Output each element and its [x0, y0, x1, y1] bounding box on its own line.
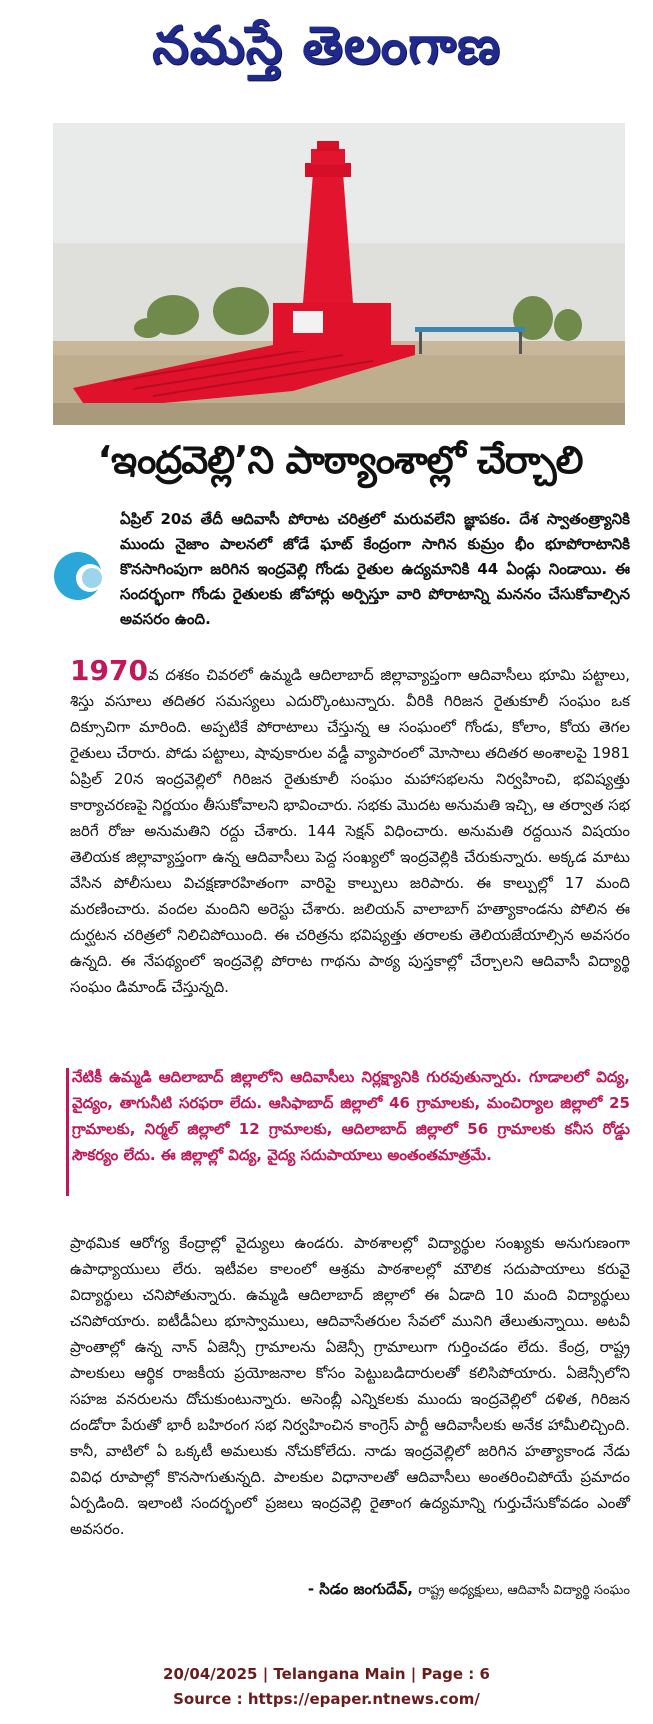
article-callout: నేటికీ ఉమ్మడి ఆదిలాబాద్ జిల్లాలోని ఆదివాసీలు నిర్లక్ష్యానికి గురవుతున్నారు. గూడాలలో విద్య, వైద్యం, తాగునీటి సరఫరా లేదు. ఆసిఫాబాద్ జిల్లాలో 46 గ్రామాలకు, మంచిర్యాల జిల్లాలో 25 గ్రామాలకు, నిర్మల్ జిల్లాలో 12 గ్రామాలకు, ఆదిలాబాద్ జిల్లాలో 56 గ్రామాలకు కనీస రోడ్డు సౌకర్యం లేదు. ఈ జిల్లాల్లో విద్య, వైద్య సదుపాయాలు అంతంతమాత్రమే.	[72, 1068, 630, 1164]
dropcap-year: 1970	[70, 654, 148, 687]
body-paragraph-2: ప్రాథమిక ఆరోగ్య కేంద్రాల్లో వైద్యులు ఉండరు. పాఠశాలల్లో విద్యార్థుల సంఖ్యకు అనుగుణంగా ఉపాధ్యాయులు లేరు. ఇటీవల కాలంలో ఆశ్రమ పాఠశాలల్లో మౌలిక సదుపాయాలు కరువై విద్యార్థులు చనిపోతున్నారు. ఉమ్మడి ఆదిలాబాద్ జిల్లాలో ఈ ఏడాది 10 మంది విద్యార్థులు చనిపోయారు. ఐటీడీఏలు భూస్వాములు, ఆదివాసేతరుల సేవలో మునిగి తేలుతున్నాయి. అటవీ ప్రాంతాల్లో ఉన్న నాన్ ఏజెన్సీ గ్రామాలను ఏజెన్సీ గ్రామాలుగా గుర్తించడం లేదు. కేంద్ర, రాష్ట్ర పాలకులు ఆర్థిక రాజకీయ ప్రయోజనాల కోసం పెట్టుబడిదారులతో కలిసిపోయారు. ఏజెన్సీలోని సహజ వనరులను దోచుకుంటున్నారు. అసెంబ్లీ ఎన్నికలకు ముందు ఇంద్రవెల్లిలో దళిత, గిరిజన దండోరా పేరుతో భారీ బహిరంగ సభ నిర్వహించిన కాంగ్రెస్ పార్టీ ఆదివాసీలకు అనేక హామీలిచ్చింది. కానీ, వాటిలో ఏ ఒక్కటీ అమలుకు నోచుకోలేదు. నాడు ఇంద్రవెల్లిలో జరిగిన హత్యాకాండ నేడు వివిధ రూపాల్లో కొనసాగుతున్నది. పాలకుల విధానాలతో ఆదివాసీలు అంతరించిపోయే ప్రమాదం ఏర్పడింది. ఇలాంటి సందర్భంలో ప్రజలు ఇంద్రవెల్లి రైతాంగ ఉద్యమాన్ని గుర్తుచేసుకోవడం ఎంతో అవసరం.	[70, 1234, 630, 1538]
article-photo	[53, 123, 625, 425]
callout-rule	[66, 1068, 69, 1196]
footer-source: Source : https://epaper.ntnews.com/	[173, 1690, 480, 1708]
newspaper-title: నమస్తే తెలంగాణ	[152, 15, 501, 76]
author-role: రాష్ట్ర అధ్యక్షులు, ఆదివాసీ విద్యార్థి సంఘం	[418, 1583, 630, 1598]
intro-text: ఏప్రిల్ 20వ తేదీ ఆదివాసీ పోరాట చరిత్రలో మరువలేని జ్ఞాపకం. దేశ స్వాతంత్ర్యానికి ముందు నైజాం పాలనలో జోడే ఘాట్ కేంద్రంగా సాగిన కుమ్రం భీం భూపోరాటానికి కొనసాగింపుగా జరిగిన ఇంద్రవెల్లి గోండు రైతుల ఉద్యమానికి 44 ఏండ్లు నిండాయి. ఈ సందర్భంగా గోండు రైతులకు జోహార్లు అర్పిస్తూ వారి పోరాటాన్ని మననం చేసుకోవాల్సిన అవసరం ఉంది.	[120, 510, 630, 628]
author-name: - సిడం జంగుదేవ్,	[307, 1580, 413, 1598]
article-body-part1	[70, 654, 630, 1000]
article-byline	[290, 1580, 630, 1602]
decorative-bubbles-icon	[52, 548, 112, 604]
monument-photo	[53, 123, 625, 425]
masthead	[0, 0, 653, 92]
article-body-part2	[70, 1230, 630, 1542]
body-paragraph-1: వ దశకం చివరలో ఉమ్మడి ఆదిలాబాద్ జిల్లావ్యాప్తంగా ఆదివాసీలు భూమి పట్టాలు, శిస్తు వసూలు తదితర సమస్యలు ఎదుర్కొంటున్నారు. వీరికి గిరిజన రైతుకూలీ సంఘం ఒక దిక్సూచిగా మారింది. అప్పటికే పోరాటాలు చేస్తున్న ఆ సంఘంలో గోండు, కోలాం, కోయ తెగల రైతులు చేరారు. పోడు పట్టాలు, షావుకారుల వడ్డీ వ్యాపారంలో మోసాలు తదితర అంశాలపై 1981 ఏప్రిల్ 20న ఇంద్రవెల్లిలో గిరిజన రైతుకూలీ సంఘం మహాసభలను నిర్వహించి, భవిష్యత్తు కార్యాచరణపై నిర్ణయం తీసుకోవాలని భావించారు. సభకు మొదట అనుమతి ఇచ్చి, ఆ తర్వాత సభ జరిగే రోజు అనుమతిని రద్దు చేశారు. 144 సెక్షన్ విధించారు. అనుమతి రద్దయిన విషయం తెలియక జిల్లావ్యాప్తంగా ఉన్న ఆదివాసీలు పెద్ద సంఖ్యలో ఇంద్రవెల్లికి చేరుకున్నారు. అక్కడ మాటు వేసిన పోలీసులు విచక్షణారహితంగా వారిపై కాల్పులు జరిపారు. ఈ కాల్పుల్లో 17 మంది మరణించారు. వందల మందిని అరెస్టు చేశారు. జలియన్ వాలాబాగ్ హత్యాకాండను పోలిన ఈ దుర్ఘటన చరిత్రలో నిలిచిపోయింది. ఈ చరిత్రను భవిష్యత్తు తరాలకు తెలియజేయాల్సిన అవసరం ఉన్నది. ఈ నేపథ్యంలో ఇంద్రవెల్లి పోరాట గాథను పాఠ్య పుస్తకాల్లో చేర్చాలని ఆదివాసీ విద్యార్థి సంఘం డిమాండ్ చేస్తున్నది.	[70, 666, 630, 996]
article-intro	[120, 507, 630, 632]
footer-dateline: 20/04/2025 | Telangana Main | Page : 6	[163, 1665, 490, 1683]
article-headline: ‘ఇంద్రవెల్లి’ని పాఠ్యాంశాల్లో చేర్చాలి	[97, 438, 583, 482]
